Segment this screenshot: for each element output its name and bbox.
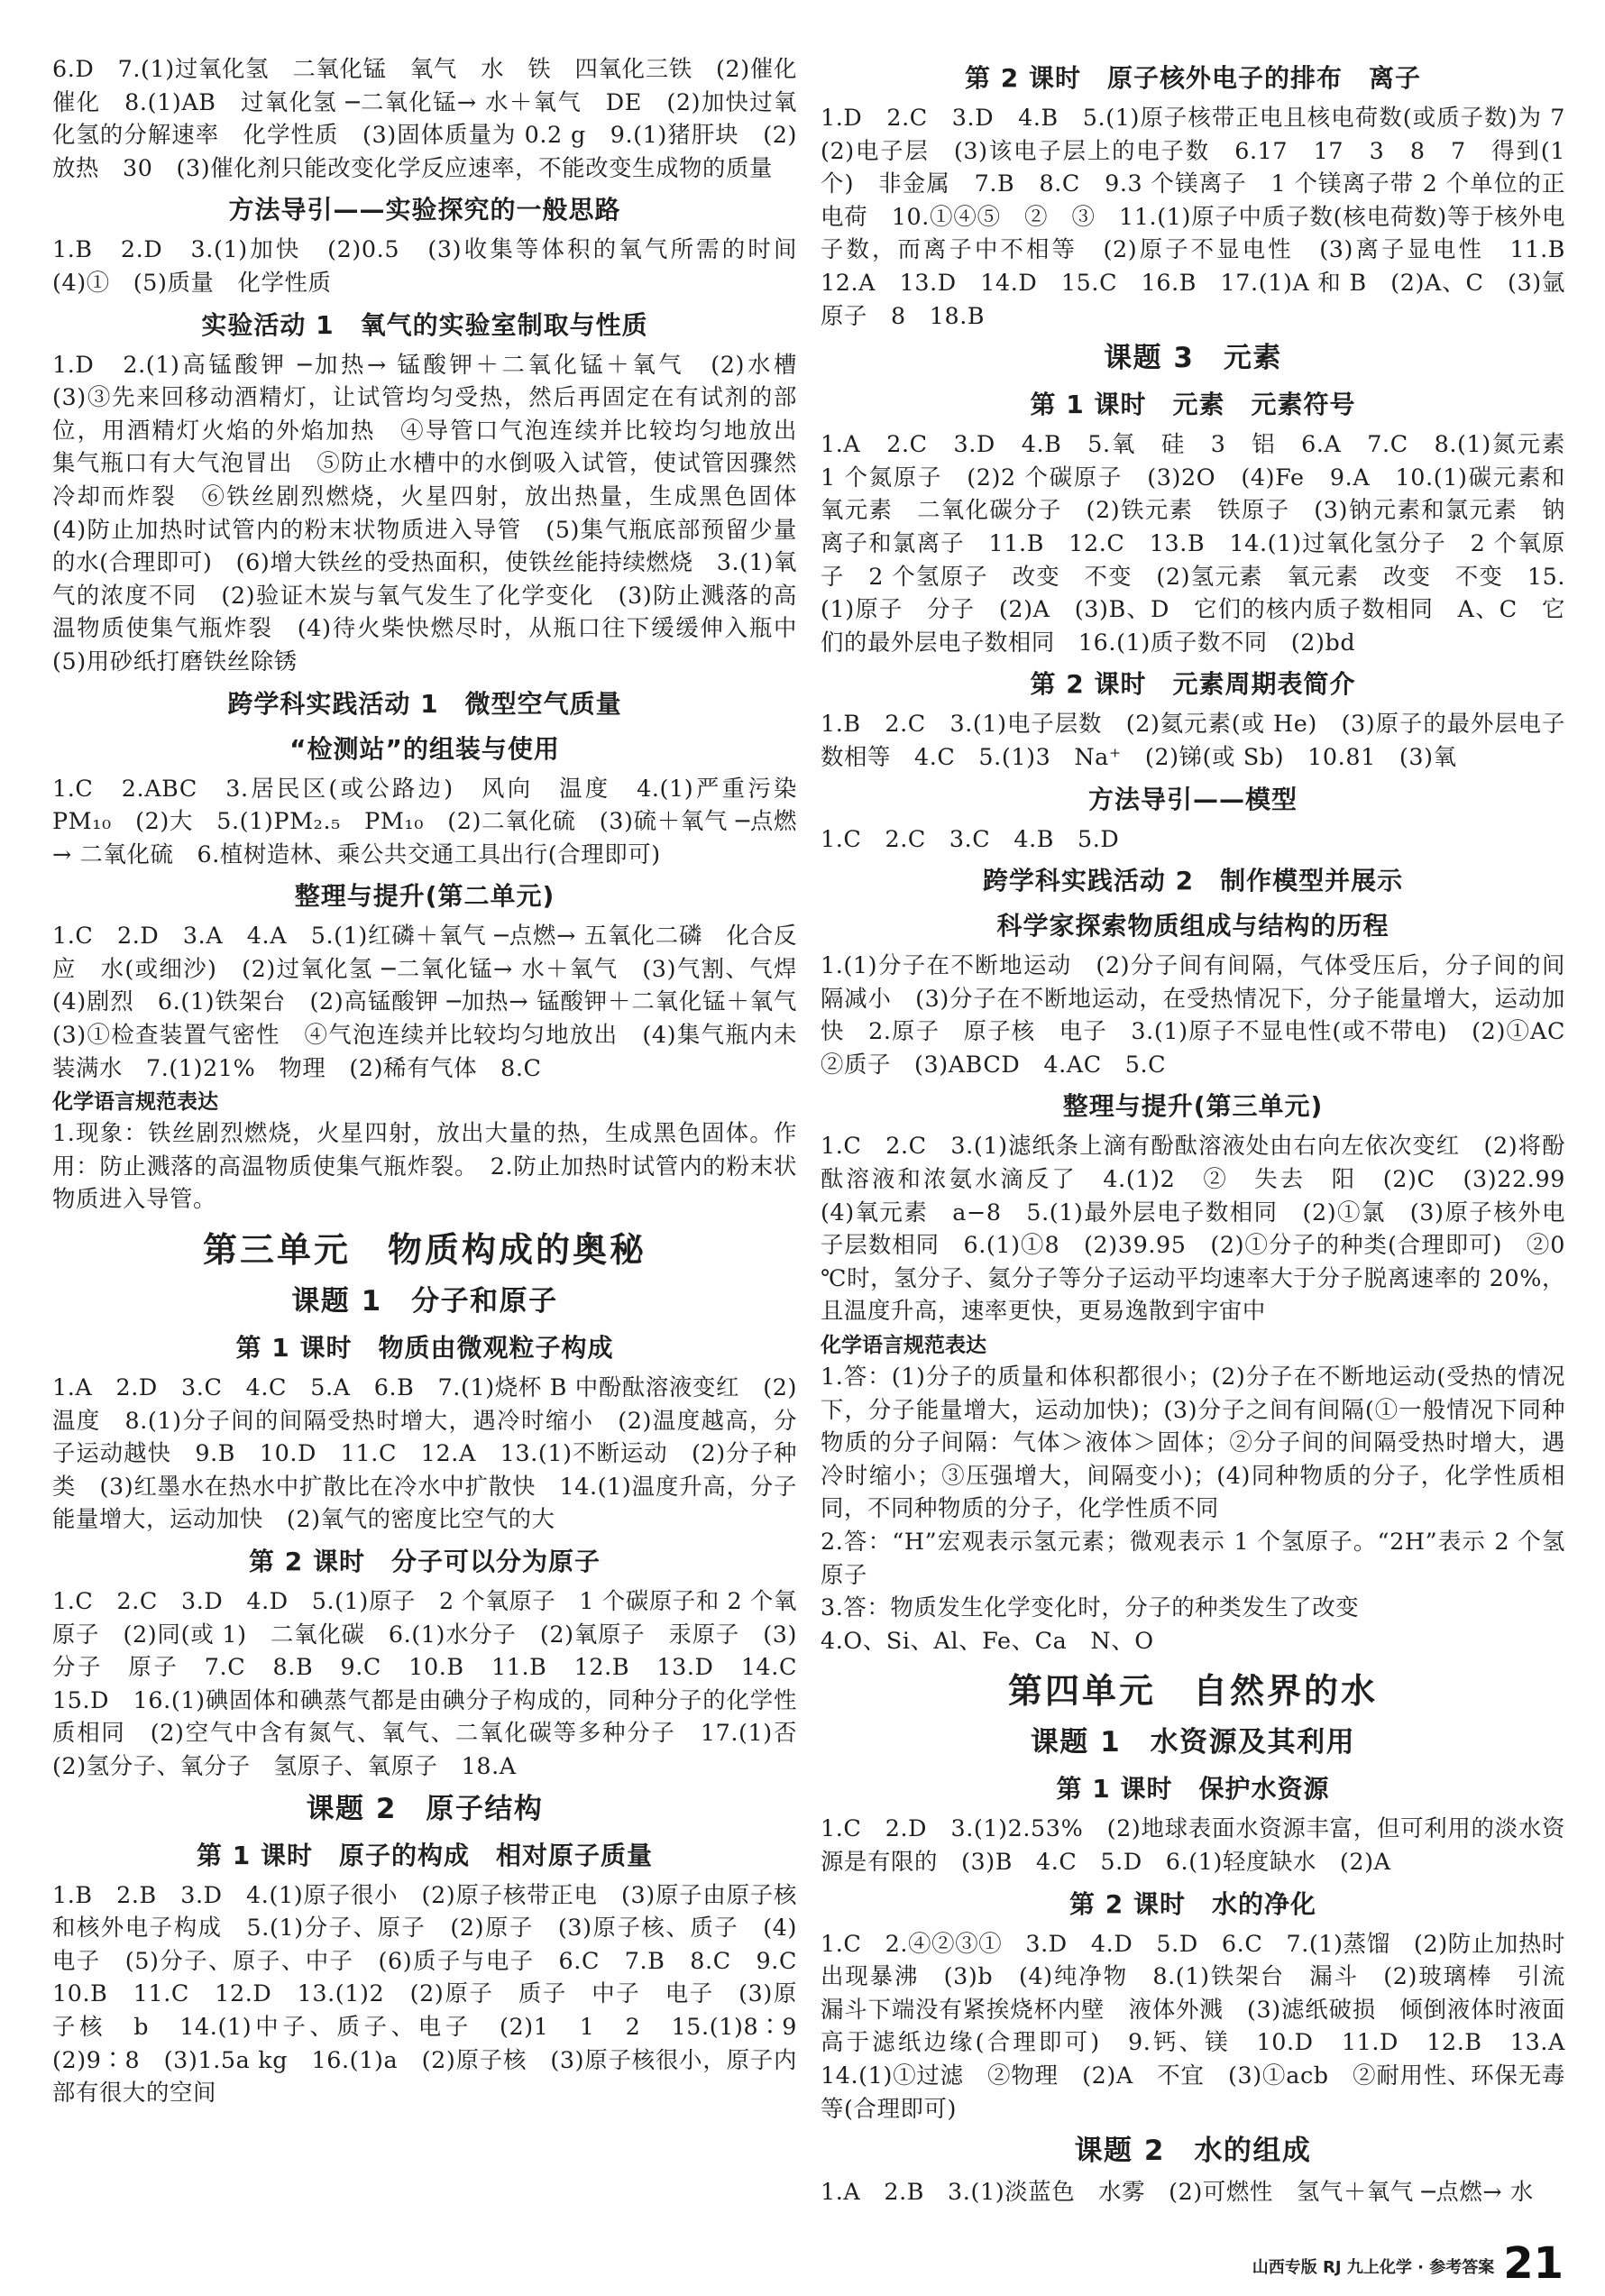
topic-heading: 课题 1 分子和原子 xyxy=(291,1285,558,1318)
unit-heading: 第三单元 物质构成的奥秘 xyxy=(202,1230,647,1271)
lesson-heading: 第 2 课时 水的净化 xyxy=(1069,1888,1316,1919)
lesson-heading: 整理与提升(第三单元) xyxy=(1062,1091,1324,1122)
answer-block: 1.A 2.D 3.C 4.C 5.A 6.B 7.(1)烧杯 B 中酚酞溶液变红 (2)温度 8.(1)分子间的间隔受热时增大，遇冷时缩小 (2)温度越高，分子运动越快 9.B 10.D 11.C 12.A 13.(1)不断运动 (2)分子种类 (3)红墨水在热水中扩散比在冷水中扩散快 14.(1)温度升高，分子能量增大，运动加快 (2)氧气的密度比空气的大 xyxy=(52,1373,797,1533)
answer-block: 1.C 2.C 3.D 4.D 5.(1)原子 2 个氧原子 1 个碳原子和 2 个氧原子 (2)同(或 1) 二氧化碳 6.(1)水分子 (2)氧原子 汞原子 (3)分子 原子 7.C 8.B 9.C 10.B 11.B 12.B 13.D 14.C 15.D 16.(1)碘固体和碘蒸气都是由碘分子构成的，同种分子的化学性质相同 (2)空气中含有氮气、氧气、二氧化碳等多种分子 17.(1)否 (2)氢分子、氧分子 氢原子、氧原子 18.A xyxy=(52,1587,821,1779)
topic-heading: 课题 3 元素 xyxy=(1104,342,1282,375)
right-column xyxy=(821,52,1589,2212)
lesson-heading: 第 2 课时 原子核外电子的排布 离子 xyxy=(965,63,1421,93)
page-footer xyxy=(1252,2238,1564,2289)
answer-block: 1.A 2.B 3.(1)淡蓝色 水雾 (2)可燃性 氢气＋氧气 ─点燃→ 水 xyxy=(821,2178,1534,2206)
lesson-heading: 第 1 课时 物质由微观粒子构成 xyxy=(235,1333,614,1364)
answer-block: 1.C 2.C 3.C 4.B 5.D xyxy=(821,824,1120,852)
left-column xyxy=(52,52,821,2113)
lesson-heading: 第 1 课时 原子的构成 相对原子质量 xyxy=(197,1840,653,1870)
page-number: 21 xyxy=(1503,2238,1564,2289)
answer-block: 1.A 2.C 3.D 4.B 5.氧 硅 3 铝 6.A 7.C 8.(1)氮元素 1 个氮原子 (2)2 个碳原子 (3)2O (4)Fe 9.A 10.(1)碳元素和氧元素 二氧化碳分子 (2)铁元素 铁原子 (3)钠元素和氯元素 钠离子和氯离子 11.B 12.C 13.B 14.(1)过氧化氢分子 2 个氧原子 2 个氢原子 改变 不变 (2)氢元素 氧元素 改变 不变 15.(1)原子 分子 (2)A (3)B、D 它们的核内质子数相同 A、C 它们的最外层电子数相同 16.(1)质子数不同 (2)bd xyxy=(821,430,1589,656)
answer-block: 1.C 2.D 3.(1)2.53% (2)地球表面水资源丰富，但可利用的淡水资源是有限的 (3)B 4.C 5.D 6.(1)轻度缺水 (2)A xyxy=(821,1814,1565,1875)
answer-block: 1.现象：铁丝剧烈燃烧，火星四射，放出大量的热，生成黑色固体。作用：防止溅落的高温物质使集气瓶炸裂。 2.防止加热时试管内的粉末状物质进入导管。 xyxy=(52,1119,797,1213)
subsection-label: 化学语言规范表达 xyxy=(821,1334,986,1358)
answer-block: 1.B 2.C 3.(1)电子层数 (2)氦元素(或 He) (3)原子的最外层电子数相等 4.C 5.(1)3 Na⁺ (2)锑(或 Sb) 10.81 (3)氧 xyxy=(821,710,1565,770)
lesson-heading: 科学家探索物质组成与结构的历程 xyxy=(996,911,1389,941)
lesson-heading: 实验活动 1 氧气的实验室制取与性质 xyxy=(201,309,648,340)
unit-heading: 第四单元 自然界的水 xyxy=(1007,1671,1378,1712)
lesson-heading: 方法导引——模型 xyxy=(1087,784,1298,814)
answer-block: 1.答：(1)分子的质量和体积都很小；(2)分子在不断地运动(受热的情况下，分子能量增大，运动加快)；(3)分子之间有间隔(①一般情况下同种物质的分子间隔：气体＞液体＞固体；②分子间的间隔受热时增大，遇冷时缩小；③压强增大，间隔变小)；(4)同种物质的分子，化学性质相同，不同种物质的分子，化学性质不同 2.答：“H”宏观表示氢元素；微观表示 1 个氢原子。“2H”表示 2 个氢原子 3.答：物质发生化学变化时，分子的种类发生了改变 4.O、Si、Al、Fe、Ca N、O xyxy=(821,1363,1565,1654)
lesson-heading: “检测站”的组装与使用 xyxy=(289,733,560,764)
answer-block: 1.C 2.D 3.A 4.A 5.(1)红磷＋氧气 ─点燃→ 五氧化二磷 化合反应 水(或细沙) (2)过氧化氢 ─二氧化锰→ 水＋氧气 (3)气割、气焊 (4)剧烈 6.(1)铁架台 (2)高锰酸钾 ─加热→ 锰酸钾＋二氧化锰＋氧气 (3)①检查装置气密性 ④气泡连续并比较均匀地放出 (4)集气瓶内未装满水 7.(1)21% 物理 (2)稀有气体 8.C xyxy=(52,922,821,1081)
lesson-heading: 方法导引——实验探究的一般思路 xyxy=(228,195,621,225)
answer-block: 6.D 7.(1)过氧化氢 二氧化锰 氧气 水 铁 四氧化三铁 (2)催化 催化 8.(1)AB 过氧化氢 ─二氧化锰→ 水＋氧气 DE (2)加快过氧化氢的分解速率 化学性质 (3)固体质量为 0.2 g 9.(1)猪肝块 (2)放热 30 (3)催化剂只能改变化学反应速率，不能改变生成物的质量 xyxy=(52,55,821,181)
subsection-label: 化学语言规范表达 xyxy=(52,1090,218,1115)
answer-block: 1.(1)分子在不断地运动 (2)分子间有间隔，气体受压后，分子间的间隔减小 (3)分子在不断地运动，在受热情况下，分子能量增大，运动加快 2.原子 原子核 电子 3.(1)原子不显电性(或不带电) (2)①AC ②质子 (3)ABCD 4.AC 5.C xyxy=(821,951,1589,1078)
answer-block: 1.D 2.(1)高锰酸钾 ─加热→ 锰酸钾＋二氧化锰＋氧气 (2)水槽 (3)③先来回移动酒精灯，让试管均匀受热，然后再固定在有试剂的部位，用酒精灯火焰的外焰加热 ④导管口气泡连续并比较均匀地放出 集气瓶口有大气泡冒出 ⑤防止水槽中的水倒吸入试管，使试管因骤然冷却而炸裂 ⑥铁丝剧烈燃烧，火星四射，放出热量，生成黑色固体 (4)防止加热时试管内的粉末状物质进入导管 (5)集气瓶底部预留少量的水(合理即可) (6)增大铁丝的受热面积，使铁丝能持续燃烧 3.(1)氧气的浓度不同 (2)验证木炭与氧气发生了化学变化 (3)防止溅落的高温物质使集气瓶炸裂 (4)待火柴快燃尽时，从瓶口往下缓缓伸入瓶中 (5)用砂纸打磨铁丝除锈 xyxy=(52,350,821,675)
answer-block: 1.C 2.④②③① 3.D 4.D 5.D 6.C 7.(1)蒸馏 (2)防止加热时出现暴沸 (3)b (4)纯净物 8.(1)铁架台 漏斗 (2)玻璃棒 引流 漏斗下端没有紧挨烧杯内壁 液体外溅 (3)滤纸破损 倾倒液体时液面高于滤纸边缘(合理即可) 9.钙、镁 10.D 11.D 12.B 13.A 14.(1)①过滤 ②物理 (2)A 不宜 (3)①acb ②耐用性、环保无毒等(合理即可) xyxy=(821,1929,1589,2122)
lesson-heading: 第 1 课时 元素 元素符号 xyxy=(1030,390,1356,420)
answer-block: 1.C 2.C 3.(1)滤纸条上滴有酚酞溶液处由右向左依次变红 (2)将酚酞溶液和浓氨水滴反了 4.(1)2 ② 失去 阳 (2)C (3)22.99 (4)氧元素 a−8 5.(1)最外层电子数相同 (2)①氯 (3)原子核外电子层数相同 6.(1)①8 (2)39.95 (2)①分子的种类(合理即可) ②0 ℃时，氢分子、氦分子等分子运动平均速率大于分子脱离速率的 20%，且温度升高，速率更快，更易逸散到宇宙中 xyxy=(821,1132,1589,1325)
answer-block: 1.B 2.B 3.D 4.(1)原子很小 (2)原子核带正电 (3)原子由原子核和核外电子构成 5.(1)分子、原子 (2)原子 (3)原子核、质子 (4)电子 (5)分子、原子、中子 (6)质子与电子 6.C 7.B 8.C 9.C 10.B 11.C 12.D 13.(1)2 (2)原子 质子 中子 电子 (3)原子核 b 14.(1)中子、质子、电子 (2)1 1 2 15.(1)8∶9 (2)9∶8 (3)1.5a kg 16.(1)a (2)原子核 (3)原子核很小，原子内部有很大的空间 xyxy=(52,1880,821,2107)
lesson-heading: 第 2 课时 分子可以分为原子 xyxy=(249,1547,601,1576)
topic-heading: 课题 1 水资源及其利用 xyxy=(1030,1726,1356,1759)
lesson-heading: 跨学科实践活动 2 制作模型并展示 xyxy=(982,866,1404,896)
lesson-heading: 第 1 课时 保护水资源 xyxy=(1056,1774,1330,1805)
topic-heading: 课题 2 水的组成 xyxy=(1074,2135,1312,2168)
footer-label: 山西专版 RJ 九上化学 · 参考答案 xyxy=(1252,2258,1495,2277)
answer-block: 1.D 2.C 3.D 4.B 5.(1)原子核带正电且核电荷数(或质子数)为 7 (2)电子层 (3)该电子层上的电子数 6.17 17 3 8 7 得到(1个) 非金属 7.B 8.C 9.3 个镁离子 1 个镁离子带 2 个单位的正电荷 10.①④⑤ ② ③ 11.(1)原子中质子数(核电荷数)等于核外电子数，而离子中不相等 (2)原子不显电性 (3)离子显电性 11.B 12.A 13.D 14.D 15.C 16.B 17.(1)A 和 B (2)A、C (3)氩原子 8 18.B xyxy=(821,104,1589,329)
lesson-heading: 整理与提升(第二单元) xyxy=(294,881,555,912)
lesson-heading: 跨学科实践活动 1 微型空气质量 xyxy=(227,688,622,719)
topic-heading: 课题 2 原子结构 xyxy=(306,1792,544,1825)
lesson-heading: 第 2 课时 元素周期表简介 xyxy=(1030,669,1356,700)
answer-block: 1.C 2.ABC 3.居民区(或公路边) 风向 温度 4.(1)严重污染 PM₁₀ (2)大 5.(1)PM₂.₅ PM₁₀ (2)二氧化硫 (3)硫＋氧气 ─点燃→ 二氧化硫 6.植树造林、乘公共交通工具出行(合理即可) xyxy=(52,774,821,868)
answer-block: 1.B 2.D 3.(1)加快 (2)0.5 (3)收集等体积的氧气所需的时间 (4)① (5)质量 化学性质 xyxy=(52,235,821,296)
